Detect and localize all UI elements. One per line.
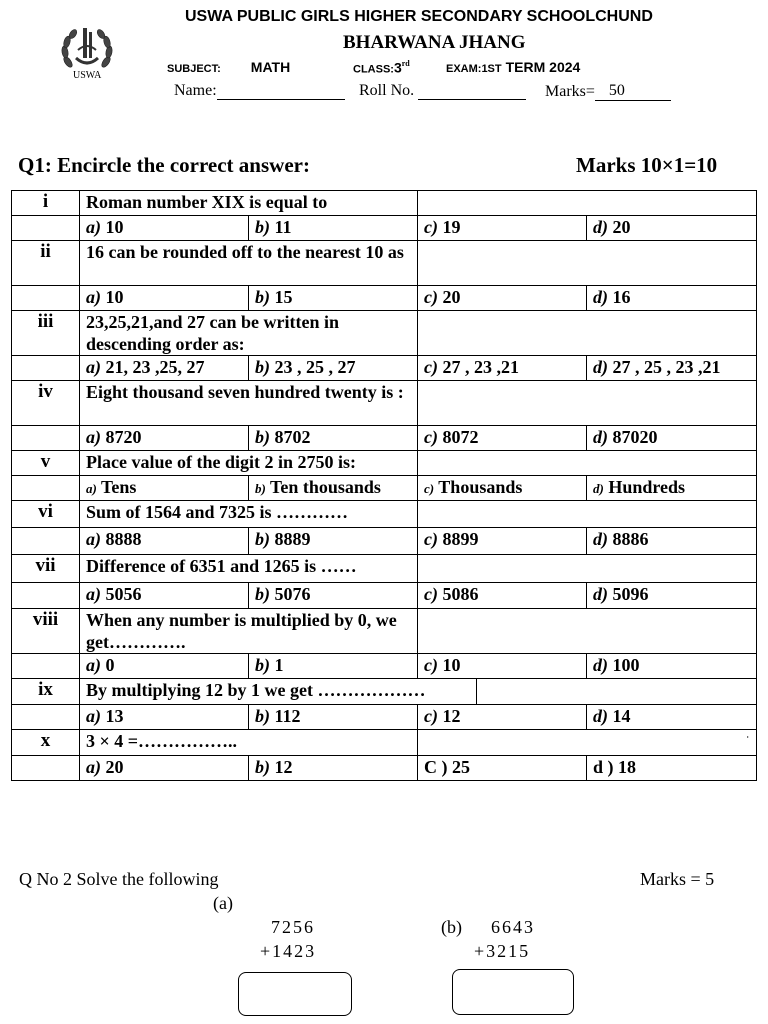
option-b[interactable] <box>249 756 418 781</box>
option-label: d) <box>593 427 609 447</box>
question-number: iii <box>12 311 80 356</box>
option-text: 5076 <box>270 584 311 604</box>
option-c[interactable] <box>418 216 587 241</box>
option-label: a) <box>86 584 101 604</box>
option-label: b) <box>255 287 270 307</box>
answer-box-a[interactable] <box>238 972 352 1016</box>
blank-cell <box>12 654 80 679</box>
question-text: Roman number XIX is equal to <box>80 191 418 216</box>
option-label: c) <box>424 217 438 237</box>
question-row <box>12 679 757 705</box>
option-label: c) <box>424 481 435 496</box>
option-b[interactable] <box>249 528 418 555</box>
question-number: x <box>12 730 80 756</box>
q2-title: Q No 2 Solve the following <box>19 869 219 889</box>
option-label: b) <box>255 529 270 549</box>
question-blank <box>418 609 757 654</box>
option-text: 8888 <box>101 529 142 549</box>
option-text: 87020 <box>608 427 658 447</box>
option-text: 8886 <box>608 529 649 549</box>
option-label: d) <box>593 655 609 675</box>
cell-divider <box>476 679 477 705</box>
question-row <box>12 609 757 654</box>
blank-cell <box>12 583 80 609</box>
option-text: 10 <box>101 287 124 307</box>
question-row <box>12 730 757 756</box>
option-c[interactable] <box>418 528 587 555</box>
roll-line[interactable] <box>418 99 526 100</box>
option-label: a) <box>86 427 101 447</box>
blank-cell <box>12 286 80 311</box>
question-number: ix <box>12 679 80 705</box>
question-row <box>12 241 757 286</box>
marks-value: 50 <box>595 82 671 101</box>
option-a[interactable] <box>80 583 249 609</box>
option-text: 20 <box>101 757 124 777</box>
option-text: 8720 <box>101 427 142 447</box>
option-text: 8072 <box>438 427 479 447</box>
option-label: c) <box>424 529 438 549</box>
option-c[interactable] <box>418 756 587 781</box>
question-row <box>12 501 757 528</box>
option-row <box>12 583 757 609</box>
option-text: 1 <box>270 655 284 675</box>
option-text: 12 <box>270 757 293 777</box>
option-label: b) <box>255 427 270 447</box>
option-label: d) <box>593 217 609 237</box>
question-blank <box>418 381 757 426</box>
option-text: 20 <box>438 287 461 307</box>
subject-label: SUBJECT: <box>167 63 221 75</box>
q1-marks: Marks 10×1=10 <box>576 153 718 177</box>
option-label: a) <box>86 481 97 496</box>
marks-field <box>545 82 671 101</box>
question-blank <box>418 191 757 216</box>
name-line[interactable] <box>217 99 345 100</box>
option-text: 10 <box>438 655 461 675</box>
option-c[interactable] <box>418 286 587 311</box>
question-number: vii <box>12 555 80 583</box>
exam-row <box>446 59 580 77</box>
option-d[interactable] <box>587 654 757 679</box>
q2b-line1: 6643 <box>491 917 535 937</box>
option-a[interactable] <box>80 286 249 311</box>
option-b[interactable] <box>249 705 418 730</box>
option-text: 8899 <box>438 529 479 549</box>
option-b[interactable] <box>249 476 418 501</box>
option-row <box>12 216 757 241</box>
option-text: 8702 <box>270 427 311 447</box>
option-a[interactable] <box>80 356 249 381</box>
option-b[interactable] <box>249 654 418 679</box>
option-text: 5096 <box>608 584 649 604</box>
option-c[interactable] <box>418 705 587 730</box>
option-d[interactable] <box>587 528 757 555</box>
q2a-label: (a) <box>213 893 233 913</box>
question-blank <box>418 501 757 528</box>
option-a[interactable] <box>80 528 249 555</box>
option-label: d) <box>593 584 609 604</box>
option-text: 15 <box>270 287 293 307</box>
question-text: Sum of 1564 and 7325 is ………… <box>80 501 418 528</box>
name-label: Name: <box>174 82 217 99</box>
option-text: 10 <box>101 217 124 237</box>
question-text: When any number is multiplied by 0, we get…………. <box>80 609 418 654</box>
option-text: Thousands <box>434 477 523 497</box>
blank-cell <box>12 426 80 451</box>
option-text: 23 , 25 , 27 <box>270 357 356 377</box>
option-c[interactable] <box>418 426 587 451</box>
question-text: 23,25,21,and 27 can be written in descending order as: <box>80 311 418 356</box>
question-text: Eight thousand seven hundred twenty is : <box>80 381 418 426</box>
question-number: vi <box>12 501 80 528</box>
option-a[interactable] <box>80 426 249 451</box>
class-value: 3 <box>393 59 402 76</box>
option-label: b) <box>255 481 266 496</box>
option-row <box>12 476 757 501</box>
option-text: 100 <box>608 655 640 675</box>
option-label: d) <box>593 287 609 307</box>
school-city: BHARWANA JHANG <box>343 32 526 53</box>
question-number: v <box>12 451 80 476</box>
q2a-line2: +1423 <box>260 941 317 961</box>
question-row <box>12 381 757 426</box>
option-label: a) <box>86 217 101 237</box>
option-label: a) <box>86 357 101 377</box>
roll-label: Roll No. <box>359 82 415 99</box>
option-label: d) <box>593 357 609 377</box>
q2a-line1: 7256 <box>271 917 315 937</box>
option-label: a) <box>86 655 101 675</box>
option-text: 18 <box>613 757 637 777</box>
question-blank <box>418 730 757 756</box>
option-b[interactable] <box>249 216 418 241</box>
option-row <box>12 426 757 451</box>
option-a[interactable] <box>80 216 249 241</box>
school-name: USWA PUBLIC GIRLS HIGHER SECONDARY SCHOOLCHUND <box>185 8 653 25</box>
question-row <box>12 191 757 216</box>
option-text: 13 <box>101 706 124 726</box>
class-suffix: rd <box>401 59 410 68</box>
class-label: CLASS: <box>353 63 394 76</box>
option-label: a) <box>86 757 101 777</box>
option-row <box>12 705 757 730</box>
option-text: Hundreds <box>603 477 686 497</box>
option-b[interactable] <box>249 286 418 311</box>
option-label: c) <box>424 427 438 447</box>
option-d[interactable] <box>587 476 757 501</box>
option-d[interactable] <box>587 216 757 241</box>
option-d[interactable] <box>587 426 757 451</box>
option-text: 5056 <box>101 584 142 604</box>
option-c[interactable] <box>418 356 587 381</box>
question-text: 3 × 4 =…………….. <box>80 730 418 756</box>
mcq-table <box>11 190 757 781</box>
option-d[interactable] <box>587 705 757 730</box>
option-text: Ten thousands <box>265 477 381 497</box>
question-number: viii <box>12 609 80 654</box>
option-label: d) <box>593 529 609 549</box>
question-text: 16 can be rounded off to the nearest 10 as <box>80 241 418 286</box>
question-number: iv <box>12 381 80 426</box>
stray-mark: ˈ <box>745 733 751 748</box>
answer-box-b[interactable] <box>452 969 574 1015</box>
option-text: 8889 <box>270 529 311 549</box>
class-row <box>353 59 410 77</box>
blank-cell <box>12 528 80 555</box>
question-text <box>80 679 587 705</box>
question-text: Difference of 6351 and 1265 is …… <box>80 555 418 583</box>
blank-cell <box>12 356 80 381</box>
question-text-content: By multiplying 12 by 1 we get ……………… <box>86 680 426 700</box>
option-label: d) <box>593 706 609 726</box>
option-label: a) <box>86 287 101 307</box>
question-number: i <box>12 191 80 216</box>
q2b-label: (b) <box>441 917 462 937</box>
option-label: b) <box>255 357 270 377</box>
option-text: Tens <box>96 477 137 497</box>
q2-marks: Marks = 5 <box>640 869 715 889</box>
option-row <box>12 286 757 311</box>
question-blank <box>418 451 757 476</box>
option-d[interactable] <box>587 286 757 311</box>
option-text: 27 , 23 ,21 <box>438 357 519 377</box>
exam-label: EXAM:1ST <box>446 63 502 75</box>
option-a[interactable] <box>80 476 249 501</box>
blank-cell <box>12 216 80 241</box>
option-b[interactable] <box>249 356 418 381</box>
question-blank <box>418 555 757 583</box>
option-row <box>12 356 757 381</box>
option-label: c) <box>424 706 438 726</box>
option-text: 25 <box>447 757 471 777</box>
q1-title: Q1: Encircle the correct answer: <box>18 153 310 177</box>
question-blank <box>418 311 757 356</box>
option-text: 20 <box>608 217 631 237</box>
option-text: 112 <box>270 706 301 726</box>
option-d[interactable] <box>587 583 757 609</box>
blank-cell <box>12 476 80 501</box>
option-label: b) <box>255 655 270 675</box>
question-blank <box>418 241 757 286</box>
option-text: 16 <box>608 287 631 307</box>
exam-value: TERM 2024 <box>505 59 581 75</box>
option-d[interactable] <box>587 756 757 781</box>
option-label: d) <box>593 481 604 496</box>
option-label: c) <box>424 357 438 377</box>
option-label: b) <box>255 584 270 604</box>
name-field[interactable] <box>174 82 345 100</box>
option-text: 19 <box>438 217 461 237</box>
option-c[interactable] <box>418 476 587 501</box>
question-number: ii <box>12 241 80 286</box>
blank-cell <box>12 756 80 781</box>
option-label: c) <box>424 655 438 675</box>
blank-cell <box>12 705 80 730</box>
option-label: a) <box>86 529 101 549</box>
option-text: 12 <box>438 706 461 726</box>
option-text: 21, 23 ,25, 27 <box>101 357 205 377</box>
option-row <box>12 756 757 781</box>
question-row <box>12 451 757 476</box>
option-a[interactable] <box>80 654 249 679</box>
option-a[interactable] <box>80 756 249 781</box>
option-label: a) <box>86 706 101 726</box>
option-c[interactable] <box>418 583 587 609</box>
roll-field[interactable] <box>359 82 526 100</box>
subject-row <box>167 59 290 77</box>
option-d[interactable] <box>587 356 757 381</box>
option-row <box>12 654 757 679</box>
question-blank <box>587 679 757 705</box>
option-label: c) <box>424 584 438 604</box>
option-label: b) <box>255 757 270 777</box>
option-text: 5086 <box>438 584 479 604</box>
marks-label: Marks= <box>545 83 595 100</box>
option-label: b) <box>255 217 270 237</box>
option-text: 0 <box>101 655 115 675</box>
option-text: 11 <box>270 217 292 237</box>
option-b[interactable] <box>249 583 418 609</box>
subject-value: MATH <box>250 59 291 75</box>
option-text: 14 <box>608 706 631 726</box>
question-row <box>12 311 757 356</box>
option-label: C ) <box>424 757 448 777</box>
option-c[interactable] <box>418 654 587 679</box>
option-label: c) <box>424 287 438 307</box>
option-a[interactable] <box>80 705 249 730</box>
option-row <box>12 528 757 555</box>
logo-caption: USWA <box>73 70 102 81</box>
option-label: b) <box>255 706 270 726</box>
option-b[interactable] <box>249 426 418 451</box>
question-text: Place value of the digit 2 in 2750 is: <box>80 451 418 476</box>
option-text: 27 , 25 , 23 ,21 <box>608 357 721 377</box>
question-row <box>12 555 757 583</box>
option-label: d ) <box>593 757 614 777</box>
q2b-line2: +3215 <box>474 941 531 961</box>
